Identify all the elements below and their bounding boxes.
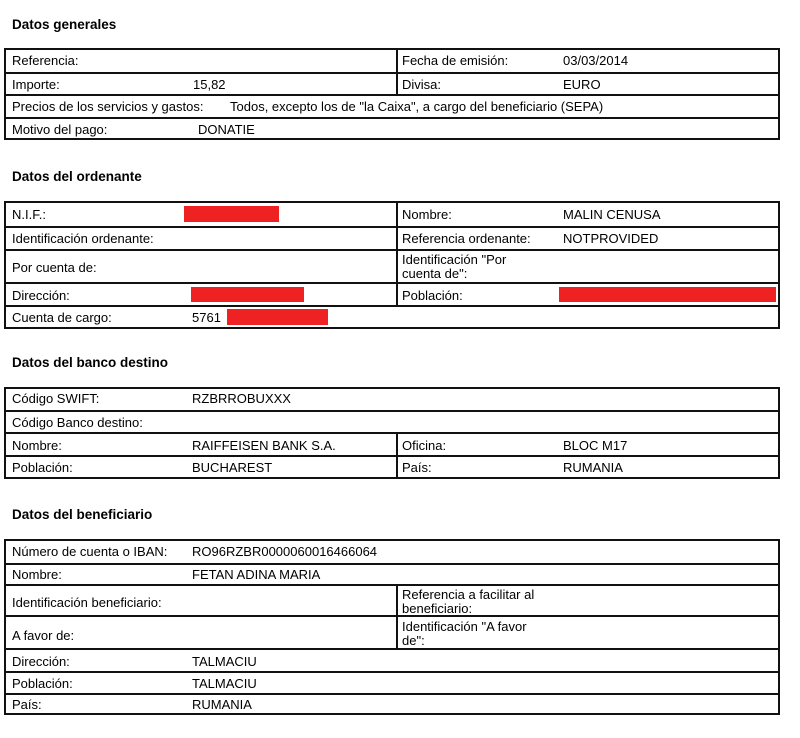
ref-ordenante-label: Referencia ordenante: <box>402 231 531 246</box>
referencia-label: Referencia: <box>12 53 79 68</box>
section-heading-beneficiario: Datos del beneficiario <box>12 507 153 522</box>
table-row <box>6 50 778 72</box>
ident-favor-label-1: Identificación "A favor <box>402 619 527 634</box>
ident-por-cuenta-label-1: Identificación "Por <box>402 252 507 267</box>
precios-value: Todos, excepto los de "la Caixa", a cargo del beneficiario (SEPA) <box>230 99 604 114</box>
swift-label: Código SWIFT: <box>12 391 100 406</box>
beneficiario-direccion-value: TALMACIU <box>192 654 257 669</box>
section-heading-ordenante: Datos del ordenante <box>12 169 142 184</box>
banco-pais-label: País: <box>402 460 432 475</box>
banco-poblacion-label: Población: <box>12 460 73 475</box>
redaction-block <box>191 287 304 302</box>
beneficiario-nombre-label: Nombre: <box>12 567 62 582</box>
swift-value: RZBRROBUXXX <box>192 391 291 406</box>
section-heading-general: Datos generales <box>12 17 117 32</box>
divisa-label: Divisa: <box>402 77 442 92</box>
oficina-value: BLOC M17 <box>563 438 628 453</box>
table-row <box>6 541 778 563</box>
beneficiario-poblacion-value: TALMACIU <box>192 676 257 691</box>
iban-value: RO96RZBR0000060016466064 <box>192 544 378 559</box>
table-row <box>6 671 778 693</box>
iban-label: Número de cuenta o IBAN: <box>12 544 168 559</box>
ref-facilitar-label-1: Referencia a facilitar al <box>402 587 535 602</box>
ident-favor-label-2: de": <box>402 633 425 648</box>
table-row <box>6 563 778 584</box>
general-table <box>4 48 780 140</box>
cuenta-cargo-label: Cuenta de cargo: <box>12 310 112 325</box>
beneficiario-poblacion-label: Población: <box>12 676 73 691</box>
a-favor-label: A favor de: <box>12 628 75 643</box>
fecha-emision-value: 03/03/2014 <box>563 53 629 68</box>
por-cuenta-label: Por cuenta de: <box>12 260 97 275</box>
fecha-emision-label: Fecha de emisión: <box>402 53 509 68</box>
ident-ordenante-label: Identificación ordenante: <box>12 231 154 246</box>
table-row <box>6 226 778 249</box>
table-row <box>6 584 778 615</box>
ident-por-cuenta-label-2: cuenta de": <box>402 266 468 281</box>
banco-nombre-label: Nombre: <box>12 438 62 453</box>
beneficiario-direccion-label: Dirección: <box>12 654 70 669</box>
redaction-block <box>227 309 328 325</box>
motivo-label: Motivo del pago: <box>12 122 108 137</box>
ordenante-table <box>4 201 780 329</box>
table-row <box>6 432 778 455</box>
table-row <box>6 203 778 226</box>
ref-facilitar-label-2: beneficiario: <box>402 601 473 616</box>
table-row <box>6 693 778 713</box>
importe-value: 15,82 <box>193 77 226 92</box>
table-row <box>6 389 778 410</box>
table-row <box>6 305 778 327</box>
redaction-block <box>184 206 279 222</box>
nombre-label: Nombre: <box>402 207 452 222</box>
table-row <box>6 282 778 305</box>
banco-pais-value: RUMANIA <box>563 460 623 475</box>
importe-label: Importe: <box>12 77 60 92</box>
direccion-label: Dirección: <box>12 288 70 303</box>
table-row <box>6 249 778 282</box>
beneficiario-table <box>4 539 780 715</box>
nif-label: N.I.F.: <box>12 207 46 222</box>
nombre-value: MALIN CENUSA <box>563 207 661 222</box>
table-row <box>6 410 778 432</box>
motivo-value: DONATIE <box>198 122 255 137</box>
banco-nombre-value: RAIFFEISEN BANK S.A. <box>192 438 336 453</box>
banco-poblacion-value: BUCHAREST <box>192 460 273 475</box>
table-row <box>6 72 778 94</box>
section-heading-banco: Datos del banco destino <box>12 355 169 370</box>
table-row <box>6 94 778 117</box>
redaction-block <box>559 287 776 302</box>
beneficiario-pais-value: RUMANIA <box>192 697 252 712</box>
table-row <box>6 615 778 648</box>
cuenta-cargo-prefix: 5761 <box>192 310 221 325</box>
table-row <box>6 117 778 138</box>
ref-ordenante-value: NOTPROVIDED <box>563 231 659 246</box>
precios-label: Precios de los servicios y gastos: <box>12 99 204 114</box>
codigo-banco-label: Código Banco destino: <box>12 415 143 430</box>
table-row <box>6 455 778 477</box>
ident-beneficiario-label: Identificación beneficiario: <box>12 595 162 610</box>
banco-table <box>4 387 780 479</box>
beneficiario-pais-label: País: <box>12 697 42 712</box>
beneficiario-nombre-value: FETAN ADINA MARIA <box>192 567 321 582</box>
divisa-value: EURO <box>563 77 601 92</box>
poblacion-label: Población: <box>402 288 463 303</box>
table-row <box>6 648 778 671</box>
oficina-label: Oficina: <box>402 438 447 453</box>
